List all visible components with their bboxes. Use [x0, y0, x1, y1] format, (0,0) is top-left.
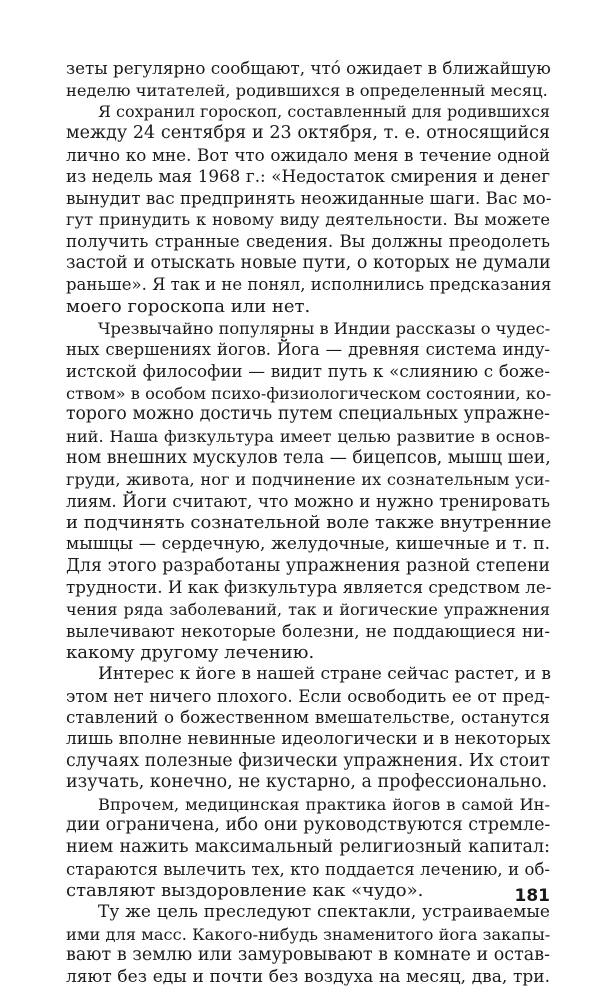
- text-line: ством» в особом психо-физиологическом состоянии, ко-: [66, 383, 552, 403]
- page-body: [66, 58, 550, 989]
- text-line: ном внешних мускулов тела — бицепсов, мышц шеи,: [66, 447, 551, 468]
- text-line: груди, живота, ног и подчинение их сознательным уси-: [66, 470, 550, 490]
- text-line: ими для масс. Какого-нибудь знаменитого йога закапы-: [66, 924, 551, 944]
- text-line: трудности. И как физкультура является средством ле-: [66, 577, 552, 598]
- text-line: стараются вылечить тех, кто поддается лечению, и об-: [66, 859, 550, 879]
- text-line: зеты регулярно сообщают, чтó ожидает в ближайшую: [66, 58, 551, 78]
- text-line: ставлений о божественном вмешательстве, останутся: [66, 707, 550, 728]
- text-line: Впрочем, медицинская практика йогов в самой Ин-: [98, 794, 550, 814]
- text-line: Чрезвычайно популярны в Индии рассказы о чудес-: [98, 318, 551, 338]
- text-line: лиям. Йоги считают, что можно и нужно тренировать: [66, 490, 550, 511]
- text-line: вают в землю или замуровывают в комнате и остав-: [66, 945, 550, 966]
- text-line: мышцы — сердечную, желудочные, кишечные и т. п.: [66, 534, 550, 555]
- text-line: торого можно достичь путем специальных упражне-: [66, 404, 550, 425]
- text-line: истской философии — видит путь к «слиянию с боже-: [66, 360, 550, 381]
- text-line: получить странные сведения. Вы должны преодолеть: [66, 231, 550, 252]
- text-line: дии ограничена, ибо они руководствуются стремле-: [66, 815, 551, 836]
- text-line: случаях полезные физически упражнения. Их стоит: [66, 750, 550, 771]
- text-line: изучать, конечно, не кустарно, а профессионально.: [66, 772, 548, 793]
- text-line: ний. Наша физкультура имеет целью развитие в основ-: [66, 426, 550, 446]
- text-line: вылечивают некоторые болезни, не поддающиеся ни-: [66, 620, 550, 641]
- page-number: 181: [514, 886, 550, 906]
- text-line: какому другому лечению.: [66, 642, 315, 664]
- text-line: нием нажить максимальный религиозный капитал:: [66, 837, 550, 858]
- text-line: чения ряда заболеваний, так и йогические упражнения: [66, 600, 550, 620]
- text-line: Интерес к йоге в нашей стране сейчас растет, и в: [98, 663, 551, 684]
- text-line: застой и отыскать новые пути, о которых не думали: [66, 252, 551, 273]
- text-line: неделю читателей, родившихся в определенный месяц.: [66, 80, 548, 100]
- text-line: гут принудить к новому виду деятельности. Вы можете: [66, 210, 550, 230]
- text-line: вынудит вас предпринять неожиданные шаги. Вас мо-: [66, 187, 552, 208]
- text-line: Ту же цель преследуют спектакли, устраиваемые: [98, 901, 550, 922]
- text-line: Я сохранил гороскоп, составленный для родившихся: [98, 102, 550, 122]
- text-line: ляют без еды и почти без воздуха на месяц, два, три.: [66, 966, 550, 987]
- text-line: лично ко мне. Вот что ожидало меня в течение одной: [66, 144, 550, 165]
- text-line: из недель мая 1968 г.: «Недостаток смирения и денег: [66, 166, 550, 187]
- text-line: раньше». Я так и не понял, исполнились предсказания: [66, 275, 552, 295]
- text-line: этом нет ничего плохого. Если освободить ее от пред-: [66, 685, 550, 706]
- text-line: ставляют выздоровление как «чудо».: [66, 880, 424, 902]
- text-line: ных свершениях йогов. Йога — древняя система инду-: [66, 340, 550, 360]
- text-line: Для этого разработаны упражнения разной степени: [66, 555, 550, 576]
- text-line: моего гороскопа или нет.: [66, 296, 311, 318]
- text-line: и подчинять сознательной воле также внутренние: [66, 512, 552, 534]
- text-line: лишь вполне невинные идеологически и в некоторых: [66, 728, 551, 749]
- text-line: между 24 сентября и 23 октября, т. е. относящийся: [66, 122, 550, 143]
